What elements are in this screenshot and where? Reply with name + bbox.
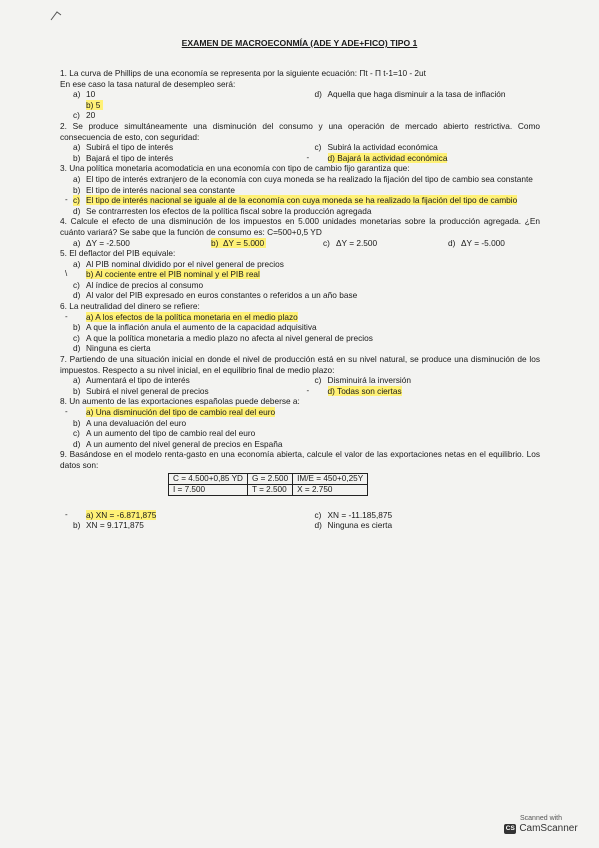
option-d[interactable] bbox=[315, 89, 541, 110]
question-1-options bbox=[60, 89, 540, 121]
option-letter: a) bbox=[73, 258, 81, 269]
option-letter: b) bbox=[86, 269, 94, 280]
option-letter: a) bbox=[73, 89, 81, 100]
table-cell: G = 2.500 bbox=[247, 473, 292, 484]
option-text: Al valor del PIB expresado en euros constantes o referidos a un año base bbox=[86, 290, 358, 301]
option-d[interactable] bbox=[306, 152, 541, 164]
option-d[interactable] bbox=[315, 520, 541, 531]
option-text: Aumentará el tipo de interés bbox=[86, 375, 190, 386]
option-d[interactable] bbox=[73, 290, 540, 301]
option-letter: a) bbox=[73, 173, 81, 184]
option-d[interactable] bbox=[73, 206, 540, 217]
option-c[interactable] bbox=[73, 280, 540, 291]
scanner-brand bbox=[498, 823, 584, 834]
question-3-text: 3. Una política monetaria acomodaticia en una economía con tipo de cambio fijo garantiza que: bbox=[60, 163, 410, 174]
answer-highlight: El tipo de interés nacional se iguale al de la economía con cuya moneda se ha realizado la fijación del tipo de cambio bbox=[86, 195, 518, 206]
option-text: ΔY = -5.000 bbox=[461, 237, 505, 248]
option-letter: b) bbox=[211, 237, 219, 248]
option-letter: c) bbox=[73, 279, 80, 290]
option-b[interactable] bbox=[73, 153, 299, 164]
pen-tick-icon: - bbox=[65, 407, 68, 416]
answer-highlight bbox=[86, 510, 156, 520]
option-text: ΔY = 5.000 bbox=[223, 237, 265, 248]
option-letter: d) bbox=[73, 290, 81, 301]
option-a[interactable] bbox=[73, 174, 540, 185]
pen-tick-icon: - bbox=[65, 311, 68, 321]
option-a[interactable] bbox=[73, 375, 299, 386]
option-text: Subirá el nivel general de precios bbox=[86, 385, 209, 396]
option-b[interactable] bbox=[73, 185, 540, 196]
option-b[interactable] bbox=[73, 520, 299, 531]
option-d[interactable] bbox=[73, 343, 540, 354]
answer-highlight bbox=[86, 312, 298, 322]
option-b[interactable] bbox=[198, 238, 323, 249]
option-letter: b) bbox=[86, 99, 94, 110]
option-text: Disminuirá la inversión bbox=[327, 375, 411, 386]
option-letter: c) bbox=[314, 142, 322, 153]
option-text: A una devaluación del euro bbox=[86, 417, 187, 428]
option-text: Al índice de precios al consumo bbox=[86, 279, 204, 290]
option-letter: b) bbox=[73, 152, 81, 163]
table-row bbox=[169, 473, 368, 484]
question-1-text: 1. La curva de Phillips de una economía se representa por la siguiente ecuación: Πt - Π t-1=10 - 2ut bbox=[60, 68, 426, 78]
question-5-options bbox=[60, 259, 540, 301]
option-letter: c) bbox=[73, 110, 80, 121]
option-letter: a) bbox=[86, 407, 94, 417]
camscanner-watermark bbox=[498, 815, 584, 834]
option-a[interactable] bbox=[73, 259, 540, 270]
option-text: El tipo de interés nacional sea constante bbox=[86, 184, 235, 195]
answer-highlight bbox=[328, 153, 448, 163]
option-text: El tipo de interés extranjero de la economía con cuya moneda se ha realizado la fijación del tipo de cambio sea constante bbox=[86, 173, 533, 184]
option-letter: c) bbox=[314, 509, 322, 520]
option-letter: b) bbox=[73, 520, 81, 531]
question-1 bbox=[60, 68, 540, 121]
option-text: A que la inflación anula el aumento de la capacidad adquisitiva bbox=[86, 322, 317, 333]
table-cell: I = 7.500 bbox=[169, 484, 248, 495]
option-a[interactable] bbox=[73, 89, 299, 100]
option-text: Subirá el tipo de interés bbox=[86, 142, 174, 153]
scanner-line: Scanned with bbox=[519, 815, 563, 822]
option-text: Al cociente entre el PIB nominal y el PIB real bbox=[95, 269, 260, 280]
question-1-subtext: En ese caso la tasa natural de desempleo será: bbox=[60, 78, 236, 89]
option-text: 5 bbox=[95, 99, 101, 110]
question-2 bbox=[60, 121, 540, 163]
option-letter: d) bbox=[314, 89, 322, 100]
option-b[interactable] bbox=[73, 418, 540, 429]
question-8-text: 8. Un aumento de las exportaciones españolas puede deberse a: bbox=[60, 396, 300, 407]
option-text: Bajará el tipo de interés bbox=[86, 152, 174, 163]
option-text: A los efectos de la política monetaria en el medio plazo bbox=[95, 311, 298, 322]
option-d[interactable] bbox=[73, 439, 540, 450]
option-letter: d) bbox=[448, 237, 456, 248]
option-text: Ninguna es cierta bbox=[86, 343, 151, 354]
option-text: A que la política monetaria a medio plazo no afecta al nivel general de precios bbox=[86, 332, 373, 343]
table-cell: C = 4.500+0,85 YD bbox=[169, 473, 248, 484]
option-letter: c) bbox=[73, 332, 80, 343]
pen-tick-icon: - bbox=[306, 152, 310, 162]
option-text: Al PIB nominal dividido por el nivel general de precios bbox=[86, 258, 284, 269]
data-table bbox=[168, 473, 368, 496]
answer-highlight bbox=[328, 386, 402, 396]
option-b[interactable] bbox=[73, 322, 540, 333]
question-9-text: 9. Basándose en el modelo renta-gasto en una economía abierta, calcule el valor de las exportaciones netas en el equilibrio. Los datos son: bbox=[60, 449, 540, 470]
answer-highlight bbox=[86, 100, 103, 110]
option-text: 10 bbox=[86, 89, 96, 100]
option-letter: d) bbox=[314, 520, 322, 531]
pen-tick-icon: - bbox=[65, 509, 68, 519]
option-text: Todas son ciertas bbox=[337, 385, 402, 396]
option-text: A un aumento del tipo de cambio real del euro bbox=[86, 428, 256, 439]
table-row bbox=[169, 484, 368, 495]
answer-highlight bbox=[211, 238, 266, 248]
pen-tick-icon: \ bbox=[65, 269, 68, 279]
option-text: Bajará la actividad económica bbox=[337, 152, 448, 163]
option-letter: c) bbox=[73, 195, 80, 206]
option-c[interactable] bbox=[73, 110, 299, 121]
option-d[interactable] bbox=[306, 385, 541, 397]
option-text: A un aumento del nivel general de precios en España bbox=[86, 438, 283, 449]
questions-list bbox=[60, 68, 540, 531]
question-6-text: 6. La neutralidad del dinero se refiere: bbox=[60, 301, 200, 312]
option-text: ΔY = 2.500 bbox=[336, 237, 378, 248]
option-a[interactable] bbox=[73, 238, 198, 249]
option-letter: d) bbox=[327, 385, 335, 396]
pen-tick-icon: - bbox=[306, 385, 310, 395]
question-4-text: 4. Calcule el efecto de una disminución de los impuestos en 5.000 unidades monetarias sobre la producción agregada. ¿En cuánto variará? Se sabe que la función de consumo es: C=500+0,5 YD bbox=[60, 216, 540, 237]
question-3 bbox=[60, 163, 540, 216]
option-letter: a) bbox=[73, 142, 81, 153]
question-8-options bbox=[60, 407, 540, 449]
option-a[interactable] bbox=[73, 142, 299, 153]
option-text: XN = -11.185,875 bbox=[327, 509, 393, 520]
question-4-options bbox=[60, 238, 540, 249]
option-text: Se contrarresten los efectos de la política fiscal sobre la producción agregada bbox=[86, 205, 372, 216]
pencil-mark-icon bbox=[48, 6, 66, 24]
option-letter: b) bbox=[73, 417, 81, 428]
option-d[interactable] bbox=[448, 238, 540, 249]
option-letter: b) bbox=[73, 184, 81, 195]
option-c[interactable] bbox=[65, 195, 540, 206]
option-c[interactable] bbox=[315, 142, 541, 153]
option-c[interactable] bbox=[323, 238, 448, 249]
question-6 bbox=[60, 301, 540, 354]
pen-tick-icon: - bbox=[65, 195, 68, 205]
option-letter: c) bbox=[314, 375, 322, 386]
option-letter: c) bbox=[323, 237, 330, 248]
option-c[interactable] bbox=[73, 333, 540, 344]
option-c[interactable] bbox=[315, 510, 541, 521]
question-6-options bbox=[60, 312, 540, 354]
option-text: 20 bbox=[86, 110, 96, 121]
table-cell: T = 2.500 bbox=[247, 484, 292, 495]
option-letter: d) bbox=[327, 152, 335, 163]
camscanner-logo-icon: CS bbox=[505, 824, 515, 832]
answer-highlight bbox=[86, 407, 275, 417]
question-8 bbox=[60, 396, 540, 449]
question-7-text: 7. Partiendo de una situación inicial en donde el nivel de producción está en su nivel natural, se produce una disminución de los impuestos. Respecto a su nivel inicial, en el equilibrio final de medio plazo: bbox=[60, 354, 540, 375]
option-letter: a) bbox=[73, 375, 81, 386]
option-text: Una disminución del tipo de cambio real del euro bbox=[95, 407, 276, 417]
question-2-text: 2. Se produce simultáneamente una disminución del consumo y una operación de mercado abierto restrictiva. Como consecuencia de esto, con seguridad: bbox=[60, 120, 540, 142]
option-a[interactable] bbox=[65, 311, 540, 323]
option-letter: d) bbox=[73, 438, 81, 449]
option-letter: a) bbox=[86, 509, 94, 520]
option-text: Aquella que haga disminuir a la tasa de inflación bbox=[327, 89, 506, 100]
option-text: XN = 9.171,875 bbox=[86, 520, 144, 531]
option-a[interactable] bbox=[65, 509, 299, 521]
spacer bbox=[60, 500, 540, 510]
option-c[interactable] bbox=[315, 375, 541, 386]
option-letter: d) bbox=[73, 205, 81, 216]
question-9-options bbox=[60, 510, 540, 531]
exam-title: EXAMEN DE MACROECONMÍA (ADE Y ADE+FICO) TIPO 1 bbox=[181, 38, 418, 48]
question-5-text: 5. El deflactor del PIB equivale: bbox=[60, 248, 176, 259]
option-c[interactable] bbox=[73, 428, 540, 439]
option-a[interactable] bbox=[65, 407, 540, 418]
option-b[interactable] bbox=[65, 269, 540, 280]
option-b[interactable] bbox=[73, 386, 299, 397]
option-letter: a) bbox=[73, 237, 81, 248]
table-cell: IM/E = 450+0,25Y bbox=[293, 473, 368, 484]
option-b[interactable] bbox=[73, 100, 299, 111]
option-letter: d) bbox=[73, 343, 81, 354]
option-letter: b) bbox=[73, 385, 81, 396]
option-text: Ninguna es cierta bbox=[327, 520, 393, 531]
question-7-options bbox=[60, 375, 540, 396]
option-text: XN = -6.871,875 bbox=[95, 509, 157, 520]
option-text: Subirá la actividad económica bbox=[327, 142, 438, 153]
option-letter: a) bbox=[86, 311, 94, 322]
table-cell: X = 2.750 bbox=[293, 484, 368, 495]
question-9 bbox=[60, 449, 540, 530]
question-2-options bbox=[60, 142, 540, 163]
option-letter: b) bbox=[73, 322, 81, 333]
answer-highlight bbox=[86, 269, 260, 279]
question-4 bbox=[60, 216, 540, 248]
option-text: ΔY = -2.500 bbox=[86, 237, 130, 248]
question-3-options bbox=[60, 174, 540, 216]
option-letter: c) bbox=[73, 428, 80, 439]
question-7 bbox=[60, 354, 540, 396]
question-5 bbox=[60, 248, 540, 301]
scanner-brand-name: CamScanner bbox=[519, 823, 578, 834]
